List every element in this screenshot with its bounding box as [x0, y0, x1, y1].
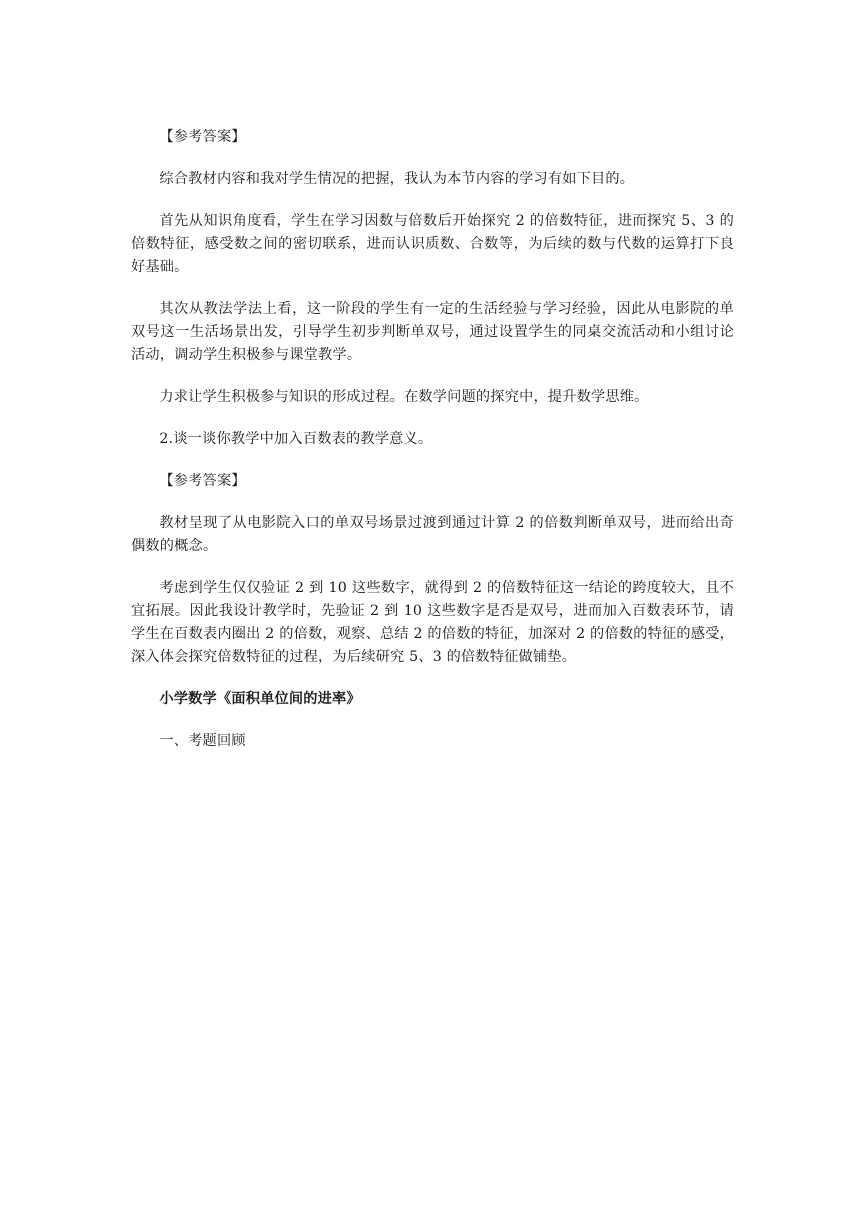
- reference-answer-heading: 【参考答案】: [159, 129, 246, 145]
- hundred-chart-paragraph: 考虑到学生仅仅验证 2 到 10 这些数字，就得到 2 的倍数特征这一结论的跨度较大，且不宜拓展。因此我设计教学时，先验证 2 到 10 这些数字是否是双号，进而加入百数表环节，请学生在百数表内圈出 2 的倍数，观察、总结 2 的倍数的特征，加深对 2 的倍数的特征的感受，深入体会探究倍数特征的过程，为后续研究 5、3 的倍数特征做铺垫。: [131, 580, 734, 665]
- teaching-method-paragraph: 其次从教法学法上看，这一阶段的学生有一定的生活经验与学习经验，因此从电影院的单双号这一生活场景出发，引导学生初步判断单双号，通过设置学生的同桌交流活动和小组讨论活动，调动学生积极参与课堂教学。: [131, 301, 734, 363]
- lesson-title: 小学数学《面积单位间的进率》: [159, 691, 361, 707]
- reference-answer-heading-2: 【参考答案】: [159, 473, 246, 489]
- section-heading-review: 一、考题回顾: [159, 733, 246, 749]
- intro-paragraph: 综合教材内容和我对学生情况的把握，我认为本节内容的学习有如下目的。: [159, 171, 635, 187]
- goal-paragraph: 力求让学生积极参与知识的形成过程。在数学问题的探究中，提升数学思维。: [159, 389, 649, 405]
- textbook-paragraph: 教材呈现了从电影院入口的单双号场景过渡到通过计算 2 的倍数判断单双号，进而给出奇偶数的概念。: [131, 515, 734, 554]
- document-body: [131, 126, 734, 772]
- knowledge-paragraph: 首先从知识角度看，学生在学习因数与倍数后开始探究 2 的倍数特征，进而探究 5、3 的倍数特征，感受数之间的密切联系，进而认识质数、合数等，为后续的数与代数的运算打下良好基础。: [131, 213, 734, 275]
- question-2: 2.谈一谈你教学中加入百数表的教学意义。: [159, 431, 433, 447]
